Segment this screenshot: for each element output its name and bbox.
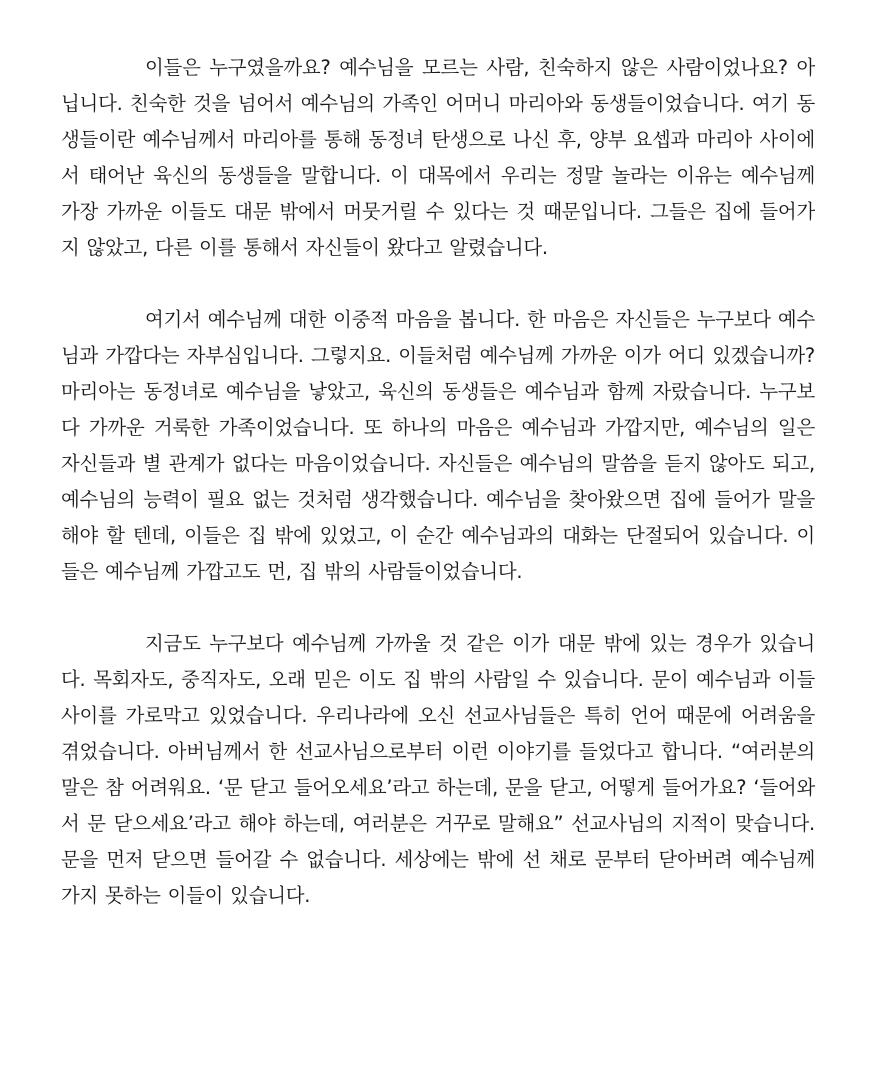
paragraph-2: 여기서 예수님께 대한 이중적 마음을 봅니다. 한 마음은 자신들은 누구보다 예수님과 가깝다는 자부심입니다. 그렇지요. 이들처럼 예수님께 가까운 이가 어디 있겠습니까? 마리아는 동정녀로 예수님을 낳았고, 육신의 동생들은 예수님과 함께 자랐습니다. 누구보다 가까운 거룩한 가족이었습니다. 또 하나의 마음은 예수님과 가깝지만, 예수님의 일은 자신들과 별 관계가 없다는 마음이었습니다. 자신들은 예수님의 말씀을 듣지 않아도 되고, 예수님의 능력이 필요 없는 것처럼 생각했습니다. 예수님을 찾아왔으면 집에 들어가 말을 해야 할 텐데, 이들은 집 밖에 있었고, 이 순간 예수님과의 대화는 단절되어 있습니다. 이들은 예수님께 가깝고도 먼, 집 밖의 사람들이었습니다. [61, 308, 815, 583]
document-body [61, 50, 815, 914]
paragraph-1: 이들은 누구였을까요? 예수님을 모르는 사람, 친숙하지 않은 사람이었나요? 아닙니다. 친숙한 것을 넘어서 예수님의 가족인 어머니 마리아와 동생들이었습니다. 여기 동생들이란 예수님께서 마리아를 통해 동정녀 탄생으로 나신 후, 양부 요셉과 마리아 사이에서 태어난 육신의 동생들을 말합니다. 이 대목에서 우리는 정말 놀라는 이유는 예수님께 가장 가까운 이들도 대문 밖에서 머뭇거릴 수 있다는 것 때문입니다. 그들은 집에 들어가지 않았고, 다른 이를 통해서 자신들이 왔다고 알렸습니다. [61, 56, 815, 259]
paragraph-3: 지금도 누구보다 예수님께 가까울 것 같은 이가 대문 밖에 있는 경우가 있습니다. 목회자도, 중직자도, 오래 믿은 이도 집 밖의 사람일 수 있습니다. 문이 예수님과 이들 사이를 가로막고 있었습니다. 우리나라에 오신 선교사님들은 특히 언어 때문에 어려움을 겪었습니다. 아버님께서 한 선교사님으로부터 이런 이야기를 들었다고 합니다. “여러분의 말은 참 어려워요. ‘문 닫고 들어오세요’라고 하는데, 문을 닫고, 어떻게 들어가요? ‘들어와서 문 닫으세요’라고 해야 하는데, 여러분은 거꾸로 말해요” 선교사님의 지적이 맞습니다. 문을 먼저 닫으면 들어갈 수 없습니다. 세상에는 밖에 선 채로 문부터 닫아버려 예수님께 가지 못하는 이들이 있습니다. [61, 632, 815, 907]
